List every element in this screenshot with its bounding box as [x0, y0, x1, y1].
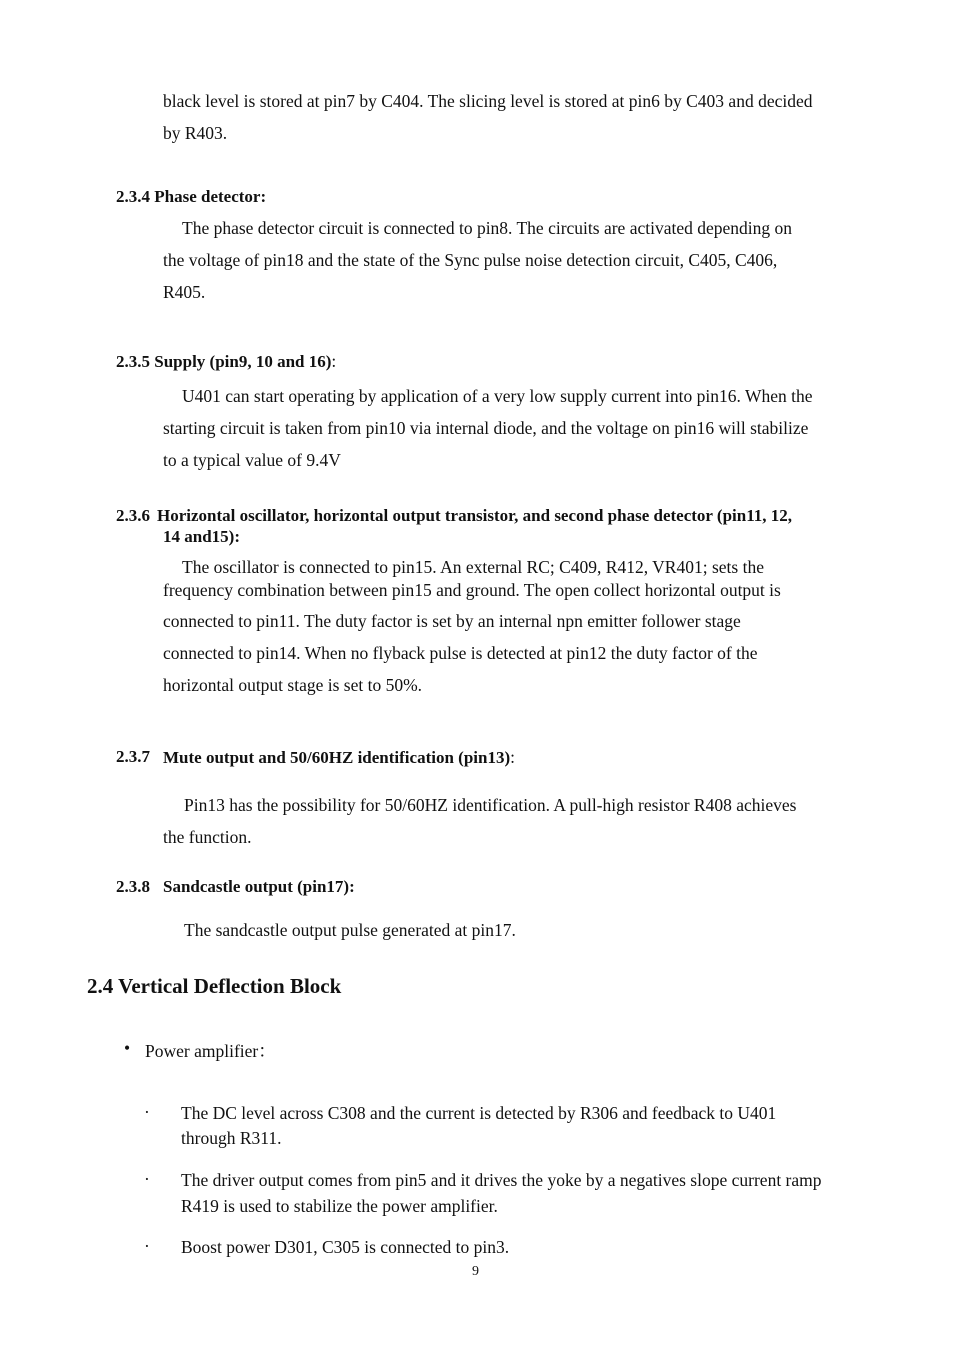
list-item-line: Boost power D301, C305 is connected to pin3.	[181, 1237, 510, 1257]
list-item-line: The driver output comes from pin5 and it drives the yoke by a negatives slope current ramp	[181, 1170, 822, 1190]
heading-text: Mute output and 50/60HZ identification (pin13)	[163, 748, 511, 767]
section-heading-2-3-6: Horizontal oscillator, horizontal output transistor, and second phase detector (pin11, 12,	[157, 506, 793, 525]
paragraph-line: Pin13 has the possibility for 50/60HZ identification. A pull-high resistor R408 achieves	[184, 795, 797, 815]
paragraph-line: connected to pin14. When no flyback pulse is detected at pin12 the duty factor of the	[163, 643, 758, 663]
paragraph-line: to a typical value of 9.4V	[163, 450, 341, 470]
paragraph-line: connected to pin11. The duty factor is set by an internal npn emitter follower stage	[163, 611, 741, 631]
section-heading-2-3-6-cont: 14 and15):	[163, 527, 240, 546]
paragraph-line: The oscillator is connected to pin15. An external RC; C409, R412, VR401; sets the	[182, 557, 764, 577]
paragraph-line: R405.	[163, 282, 206, 302]
heading-text: 2.3.5 Supply (pin9, 10 and 16)	[116, 352, 332, 371]
paragraph-line: starting circuit is taken from pin10 via internal diode, and the voltage on pin16 will stabilize	[163, 418, 809, 438]
list-item-line: The DC level across C308 and the current is detected by R306 and feedback to U401	[181, 1103, 777, 1123]
paragraph-line: black level is stored at pin7 by C404. The slicing level is stored at pin6 by C403 and decided	[163, 91, 813, 111]
paragraph-line: The phase detector circuit is connected to pin8. The circuits are activated depending on	[182, 218, 792, 238]
paragraph-line: the function.	[163, 827, 252, 847]
paragraph-line: The sandcastle output pulse generated at pin17.	[184, 920, 516, 940]
paragraph-line: frequency combination between pin15 and ground. The open collect horizontal output is	[163, 580, 781, 600]
list-item-line: R419 is used to stabilize the power amplifier.	[181, 1196, 498, 1216]
section-heading-2-3-5	[116, 351, 336, 372]
page-number: 9	[472, 1264, 479, 1279]
section-heading-2-3-8: Sandcastle output (pin17):	[163, 877, 355, 896]
bullet-mark: •	[124, 1038, 131, 1058]
section-number-2-3-8: 2.3.8	[116, 877, 150, 896]
section-number-2-3-6: 2.3.6	[116, 506, 150, 525]
list-dot: ·	[144, 1102, 150, 1122]
heading-colon: :	[510, 747, 515, 767]
section-heading-2-3-4: 2.3.4 Phase detector:	[116, 187, 267, 206]
bullet-text: Power amplifier：	[145, 1041, 276, 1061]
section-heading-2-3-7	[163, 747, 515, 768]
heading-colon: :	[331, 351, 337, 371]
list-item-line: through R311.	[181, 1128, 282, 1148]
paragraph-line: by R403.	[163, 123, 228, 143]
list-dot: ·	[144, 1236, 150, 1256]
section-heading-2-4: 2.4 Vertical Deflection Block	[87, 974, 342, 998]
paragraph-line: U401 can start operating by application of a very low supply current into pin16. When the	[182, 386, 813, 406]
paragraph-line: the voltage of pin18 and the state of the Sync pulse noise detection circuit, C405, C406,	[163, 250, 778, 270]
paragraph-line: horizontal output stage is set to 50%.	[163, 675, 423, 695]
list-dot: ·	[144, 1169, 150, 1189]
section-number-2-3-7: 2.3.7	[116, 747, 150, 766]
